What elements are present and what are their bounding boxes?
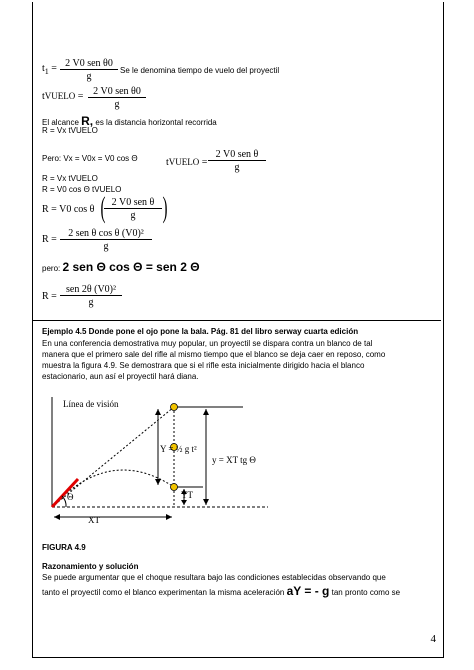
y-full-label: y = XT tg Θ — [212, 455, 256, 465]
rifle — [52, 479, 78, 507]
yt-arrow-head-bottom — [181, 500, 187, 505]
xt-arrow-head-left — [54, 514, 60, 520]
page-number: 4 — [430, 633, 436, 645]
alcance-text: El alcance R, es la distancia horizontal recorrida — [42, 114, 217, 128]
r-equation-5-pre: R = — [42, 234, 57, 245]
reasoning-line-2: tanto el proyectil como el blanco experimentan la misma aceleración aY = - g tan pronto como se — [42, 584, 401, 598]
r-equation-5-fraction: 2 sen θ cos θ (V0)² g — [60, 228, 152, 252]
r-equation-2: R = Vx tVUELO — [42, 174, 98, 183]
section-divider — [33, 320, 441, 321]
r-equation-1: R = Vx tVUELO — [42, 126, 98, 135]
tvuelo2-fraction: 2 V0 sen θ g — [208, 149, 266, 173]
figure-caption: FIGURA 4.9 — [42, 543, 86, 552]
example-line-1: En una conferencia demostrativa muy popular, un proyectil se dispara contra un blanco de tal — [42, 339, 373, 348]
y-half-label: Y = ½ g t² — [160, 444, 197, 454]
pero-identity: pero: 2 sen Θ cos Θ = sen 2 Θ — [42, 260, 200, 274]
target-initial — [171, 404, 178, 411]
r-equation-3: R = V0 cos Θ tVUELO — [42, 185, 122, 194]
r-equation-4-fraction: 2 V0 sen θ g — [104, 197, 162, 221]
line-of-sight-label: Línea de visión — [63, 399, 119, 409]
pero-line: Pero: Vx = V0x = V0 cos Θ — [42, 154, 138, 163]
example-line-2: manera que el primero sale del rifle al mismo tiempo que el blanco se deja caer en reposo, como — [42, 350, 386, 359]
theta-label: Θ — [67, 492, 74, 502]
t1-fraction: 2 V0 sen θ0 g — [60, 58, 118, 82]
reasoning-title: Razonamiento y solución — [42, 562, 139, 571]
paren-right: ) — [162, 191, 168, 224]
r-equation-6-pre: R = — [42, 291, 57, 302]
xt-label: XT — [88, 515, 100, 525]
r-equation-4-pre: R = V0 cos θ — [42, 204, 95, 215]
y-full-arrow-head-bottom — [203, 499, 209, 505]
yt-label: YT — [181, 490, 193, 500]
y-half-arrow-head-top — [155, 409, 161, 415]
t1-lhs: $t_1$ = — [42, 63, 57, 76]
example-line-4: estacionario, aun así el proyectil hará diana. — [42, 372, 199, 381]
tvuelo2-lhs: tVUELO = — [166, 157, 208, 168]
tvuelo-lhs: tVUELO = — [42, 91, 84, 102]
paren-left: ( — [100, 191, 106, 224]
y-full-arrow-head-top — [203, 409, 209, 415]
tvuelo-fraction: 2 V0 sen θ0 g — [88, 86, 146, 110]
example-title: Ejemplo 4.5 Donde pone el ojo pone la bala. Pág. 81 del libro serway cuarta edición — [42, 327, 359, 336]
y-half-arrow-head-bottom — [155, 479, 161, 485]
r-equation-6-fraction: sen 2θ (V0)² g — [60, 284, 122, 308]
t1-note: Se le denomina tiempo de vuelo del proyectil — [120, 66, 280, 75]
reasoning-line-1: Se puede argumentar que el choque resultara bajo las condiciones establecidas observando que — [42, 573, 386, 582]
example-line-3: muestra la figura 4.9. Se demostrara que si el rifle esta inicialmente dirigido hacia el blanco — [42, 361, 365, 370]
xt-arrow-head-right — [166, 514, 172, 520]
target-impact — [171, 484, 178, 491]
